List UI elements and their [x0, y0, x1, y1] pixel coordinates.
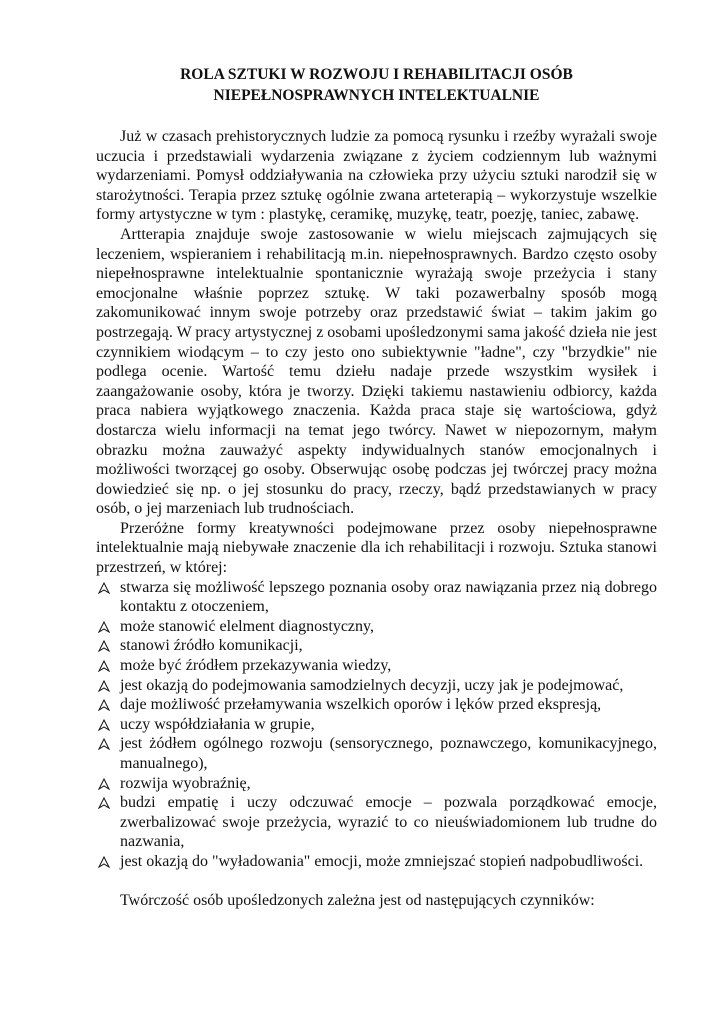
list-item-text: może być źródłem przekazywania wiedzy, [120, 657, 392, 675]
list-item [96, 676, 657, 696]
closing-paragraph: Twórczość osób upośledzonych zależna jest od następujących czynników: [120, 892, 595, 910]
list-item [96, 715, 657, 735]
list-item-text: uczy współdziałania w grupie, [120, 715, 315, 733]
paragraph-1: Już w czasach prehistorycznych ludzie za pomocą rysunku i rzeźby wyrażali swoje uczucia i przedstawiali wydarzenia związane z życiem codziennym lub ważnymi wydarzeniami. Pomysł oddziaływania na człowieka przy użyciu sztuki narodził się w starożytności. Terapia przez sztukę ogólnie zwana arteterapią – wykorzystuje wszelkie formy artystyczne w tym : plastykę, ceramikę, muzykę, teatr, poezję, taniec, zabawę. [96, 128, 657, 224]
arrowhead-bullet-icon [98, 856, 110, 868]
paragraph-3: Przeróżne formy kreatywności podejmowane przez osoby niepełnosprawne intelektualnie mają niebywałe znaczenie dla ich rehabilitacji i rozwoju. Sztuka stanowi przestrzeń, w której: [96, 519, 657, 577]
list-item [96, 774, 657, 794]
paragraph-2: Artterapia znajduje swoje zastosowanie w wielu miejscach zajmujących się leczeniem, wspieraniem i rehabilitacją m.in. niepełnosprawnych. Bardzo często osoby niepełnosprawne intelektualnie spontanicznie wyrażają swoje przeżycia i stany emocjonalne właśnie poprzez sztukę. W taki pozawerbalny sposób mogą zakomunikować innym swoje potrzeby oraz przedstawić świat – takim jakim go postrzegają. W pracy artystycznej z osobami upośledzonymi sama jakość dzieła nie jest czynnikiem wiodącym – to czy jesto ono subiektywnie "ładne", czy "brzydkie" nie podlega ocenie. Wartość temu dziełu nadaje przede wszystkim wysiłek i zaangażowanie osoby, która je tworzy. Dzięki takiemu nastawieniu odbiorcy, każda praca nabiera wyjątkowego znaczenia. Każda praca staje się wartościowa, gdyż dostarcza wielu informacji na temat jego twórcy. Nawet w niepozornym, małym obrazku można zauważyć aspekty indywidualnych stanów emocjonalnych i możliwości tworzącej go osoby. Obserwując osobę podczas jej twórczej pracy można dowiedzieć się np. o jej stosunku do pracy, rzeczy, bądź przedstawianych w pracy osób, o jej marzeniach lub trudnościach. [96, 225, 657, 518]
arrowhead-bullet-icon [98, 738, 110, 750]
list-item-text: jest żódłem ogólnego rozwoju (sensorycznego, poznawczego, komunikacyjnego, manualnego), [120, 735, 657, 772]
list-item-text: budzi empatię i uczy odczuwać emocje – pozwala porządkować emocje, zwerbalizować swoje przeżycia, wyrazić to co nieuświadomionem lub trudne do nazwania, [120, 794, 657, 851]
arrowhead-bullet-icon [98, 699, 110, 711]
arrowhead-bullet-icon [98, 719, 110, 731]
list-item-text: jest okazją do "wyładowania" emocji, może zmniejszać stopień nadpobudliwości. [120, 852, 644, 870]
title-line-1: ROLA SZTUKI W ROZWOJU I REHABILITACJI OSÓB [180, 66, 573, 83]
arrowhead-bullet-icon [98, 640, 110, 652]
arrowhead-bullet-icon [98, 660, 110, 672]
list-item [96, 636, 657, 656]
list-item [96, 734, 657, 773]
list-item-text: jest okazją do podejmowania samodzielnych decyzji, uczy jak je podejmować, [120, 676, 624, 694]
list-item-text: daje możliwość przełamywania wszelkich oporów i lęków przed ekspresją, [120, 696, 602, 714]
list-item [96, 656, 657, 676]
title-line-2: NIEPEŁNOSPRAWNYCH INTELEKTUALNIE [213, 87, 540, 104]
arrowhead-bullet-icon [98, 680, 110, 692]
list-item [96, 852, 657, 872]
arrowhead-bullet-icon [98, 778, 110, 790]
arrowhead-bullet-icon [98, 621, 110, 633]
list-item [96, 793, 657, 852]
arrowhead-bullet-icon [98, 582, 110, 594]
document-title [96, 64, 657, 106]
arrowhead-bullet-icon [98, 797, 110, 809]
document-page [96, 64, 657, 911]
list-item [96, 578, 657, 617]
list-item-text: rozwija wyobraźnię, [120, 774, 251, 792]
bullet-list [96, 578, 657, 872]
list-item-text: może stanowić elelment diagnostyczny, [120, 617, 374, 635]
list-item [96, 695, 657, 715]
list-item-text: stanowi źródło komunikacji, [120, 637, 303, 655]
list-item [96, 617, 657, 637]
document-body [96, 127, 657, 911]
list-item-text: stwarza się możliwość lepszego poznania osoby oraz nawiązania przez nią dobrego kontaktu z otoczeniem, [120, 578, 657, 616]
